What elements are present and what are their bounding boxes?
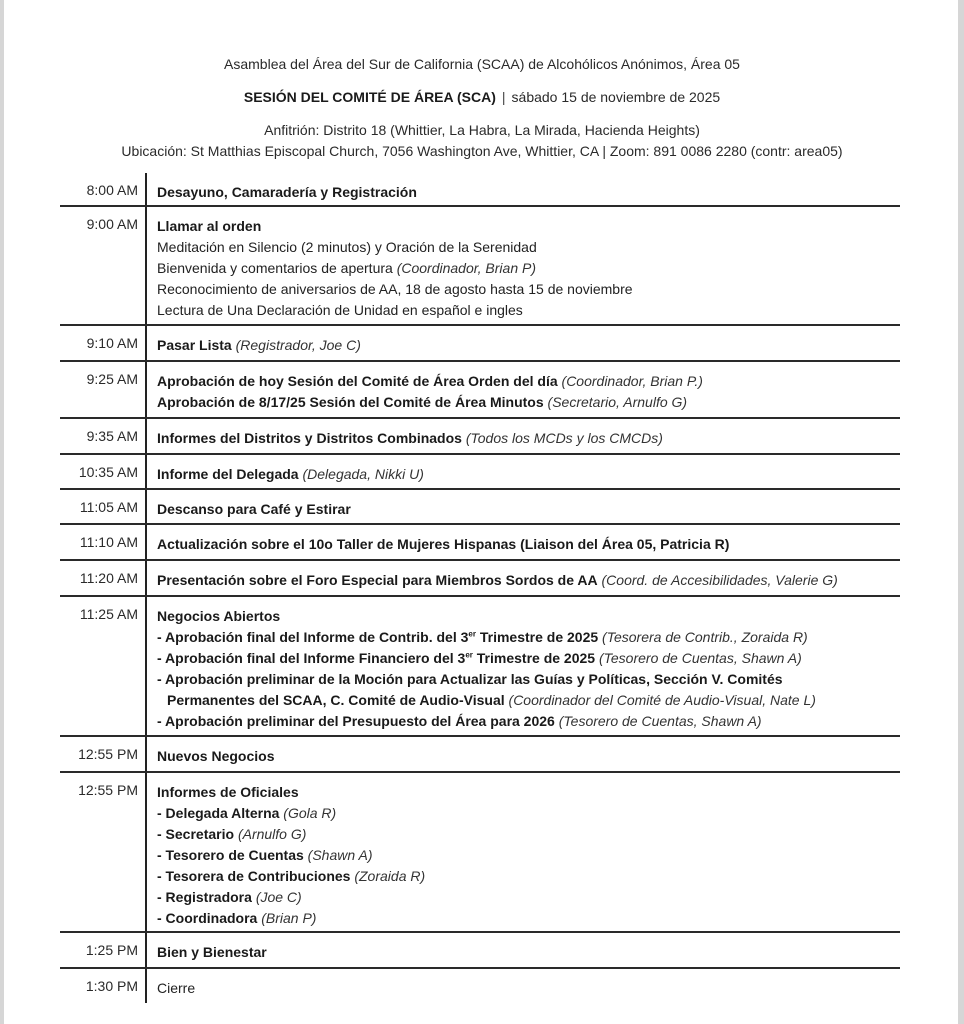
agenda-title: Negocios Abiertos [157, 608, 281, 624]
agenda-row [60, 737, 900, 773]
agenda-subitem: - Aprobación final del Informe Financiero del 3er Trimestre de 2025 (Tesorero de Cuentas, Shawn A) [157, 650, 802, 666]
agenda-row [60, 207, 900, 326]
agenda-time: 11:05 AM [79, 499, 138, 515]
presenter-note: (Zoraida R) [354, 868, 426, 884]
agenda-time: 9:00 AM [86, 216, 138, 232]
agenda-time: 11:10 AM [79, 534, 138, 550]
presenter-note: (Registrador, Joe C) [235, 337, 361, 353]
agenda-title: Informes del Distritos y Distritos Combinados [157, 430, 462, 446]
presenter-note: (Delegada, Nikki U) [302, 466, 424, 482]
agenda-row [60, 419, 900, 455]
title-separator: | [501, 89, 506, 105]
agenda-time: 11:20 AM [79, 570, 138, 586]
agenda-time: 8:00 AM [86, 182, 138, 198]
agenda-row [60, 773, 900, 933]
agenda-title: Aprobación de hoy Sesión del Comité de Área Orden del día [157, 373, 558, 389]
agenda-subitem: - Aprobación preliminar de la Moción para Actualizar las Guías y Políticas, Sección V. Comités [157, 671, 783, 687]
agenda-title: Nuevos Negocios [157, 748, 275, 764]
agenda-row [60, 933, 900, 969]
session-title: SESIÓN DEL COMITÉ DE ÁREA (SCA) [243, 89, 496, 105]
presenter-note: (Tesorera de Contrib., Zoraida R) [602, 629, 808, 645]
agenda-title: Informe del Delegada [157, 466, 299, 482]
agenda-time: 9:35 AM [86, 428, 138, 444]
agenda-row [60, 490, 900, 525]
agenda-title: Descanso para Café y Estirar [157, 501, 351, 517]
agenda-time: 1:30 PM [85, 978, 138, 994]
agenda-title: Actualización sobre el 10o Taller de Mujeres Hispanas (Liaison del Área 05, Patricia R) [157, 536, 730, 552]
organization-heading: Asamblea del Área del Sur de California (SCAA) de Alcohólicos Anónimos, Área 05 [224, 56, 740, 72]
agenda-subitem-continuation: Permanentes del SCAA, C. Comité de Audio-Visual (Coordinador del Comité de Audio-Visual, Nate L) [167, 692, 816, 708]
agenda-title: Cierre [157, 980, 196, 996]
agenda-title: Informes de Oficiales [157, 784, 299, 800]
agenda-time: 12:55 PM [78, 782, 138, 798]
presenter-note: (Joe C) [255, 889, 302, 905]
officer-report-item: - Tesorera de Contribuciones (Zoraida R) [157, 868, 426, 884]
presenter-note: (Gola R) [283, 805, 337, 821]
presenter-note: (Brian P) [261, 910, 317, 926]
agenda-time: 9:25 AM [86, 371, 138, 387]
presenter-note: (Coordinador del Comité de Audio-Visual, Nate L) [508, 692, 816, 708]
agenda-subitem: - Aprobación final del Informe de Contrib. del 3er Trimestre de 2025 (Tesorera de Contrib., Zoraida R) [157, 629, 808, 645]
agenda-row [60, 969, 900, 1005]
location-line: Ubicación: St Matthias Episcopal Church, 7056 Washington Ave, Whittier, CA | Zoom: 891 0086 2280 (contr: area05) [121, 143, 843, 159]
presenter-note: (Tesorero de Cuentas, Shawn A) [558, 713, 762, 729]
agenda-time: 10:35 AM [78, 464, 138, 480]
presenter-note: (Coordinador, Brian P.) [561, 373, 703, 389]
presenter-note: (Coord. de Accesibilidades, Valerie G) [601, 572, 838, 588]
agenda-title: Presentación sobre el Foro Especial para Miembros Sordos de AA [157, 572, 598, 588]
session-date: sábado 15 de noviembre de 2025 [511, 89, 721, 105]
officer-report-item: - Coordinadora (Brian P) [157, 910, 317, 926]
presenter-note: (Coordinador, Brian P) [396, 260, 536, 276]
agenda-row [60, 326, 900, 362]
agenda-title: Bien y Bienestar [157, 944, 267, 960]
agenda-time: 11:25 AM [79, 606, 138, 622]
agenda-title: Pasar Lista [157, 337, 232, 353]
agenda-subitem: Bienvenida y comentarios de apertura (Coordinador, Brian P) [157, 260, 536, 276]
officer-report-item: - Secretario (Arnulfo G) [157, 826, 307, 842]
agenda-row [60, 525, 900, 561]
agenda-time: 12:55 PM [78, 746, 138, 762]
host-line: Anfitrión: Distrito 18 (Whittier, La Habra, La Mirada, Hacienda Heights) [264, 122, 700, 138]
agenda-row [60, 455, 900, 490]
officer-report-item: - Tesorero de Cuentas (Shawn A) [157, 847, 373, 863]
agenda-subitem: Reconocimiento de aniversarios de AA, 18 de agosto hasta 15 de noviembre [157, 281, 633, 297]
agenda-subitem: Meditación en Silencio (2 minutos) y Oración de la Serenidad [157, 239, 537, 255]
presenter-note: (Todos los MCDs y los CMCDs) [465, 430, 663, 446]
officer-report-item: - Delegada Alterna (Gola R) [157, 805, 337, 821]
presenter-note: (Tesorero de Cuentas, Shawn A) [598, 650, 802, 666]
agenda-time: 1:25 PM [85, 942, 138, 958]
agenda-row [60, 362, 900, 419]
presenter-note: (Shawn A) [307, 847, 373, 863]
session-heading [0, 89, 964, 105]
agenda-subitem: Lectura de Una Declaración de Unidad en español e ingles [157, 302, 523, 318]
agenda-row [60, 173, 900, 207]
agenda-time: 9:10 AM [86, 335, 138, 351]
agenda-title: Desayuno, Camaradería y Registración [157, 184, 417, 200]
agenda-title: Llamar al orden [157, 218, 262, 234]
presenter-note: (Arnulfo G) [237, 826, 307, 842]
agenda-subitem: - Aprobación preliminar del Presupuesto del Área para 2026 (Tesorero de Cuentas, Shawn A) [157, 713, 762, 729]
agenda-title: Aprobación de 8/17/25 Sesión del Comité de Área Minutos [157, 394, 544, 410]
officer-report-item: - Registradora (Joe C) [157, 889, 302, 905]
agenda-row [60, 597, 900, 737]
agenda-row [60, 561, 900, 597]
presenter-note: (Secretario, Arnulfo G) [547, 394, 688, 410]
agenda-table [60, 173, 900, 1005]
